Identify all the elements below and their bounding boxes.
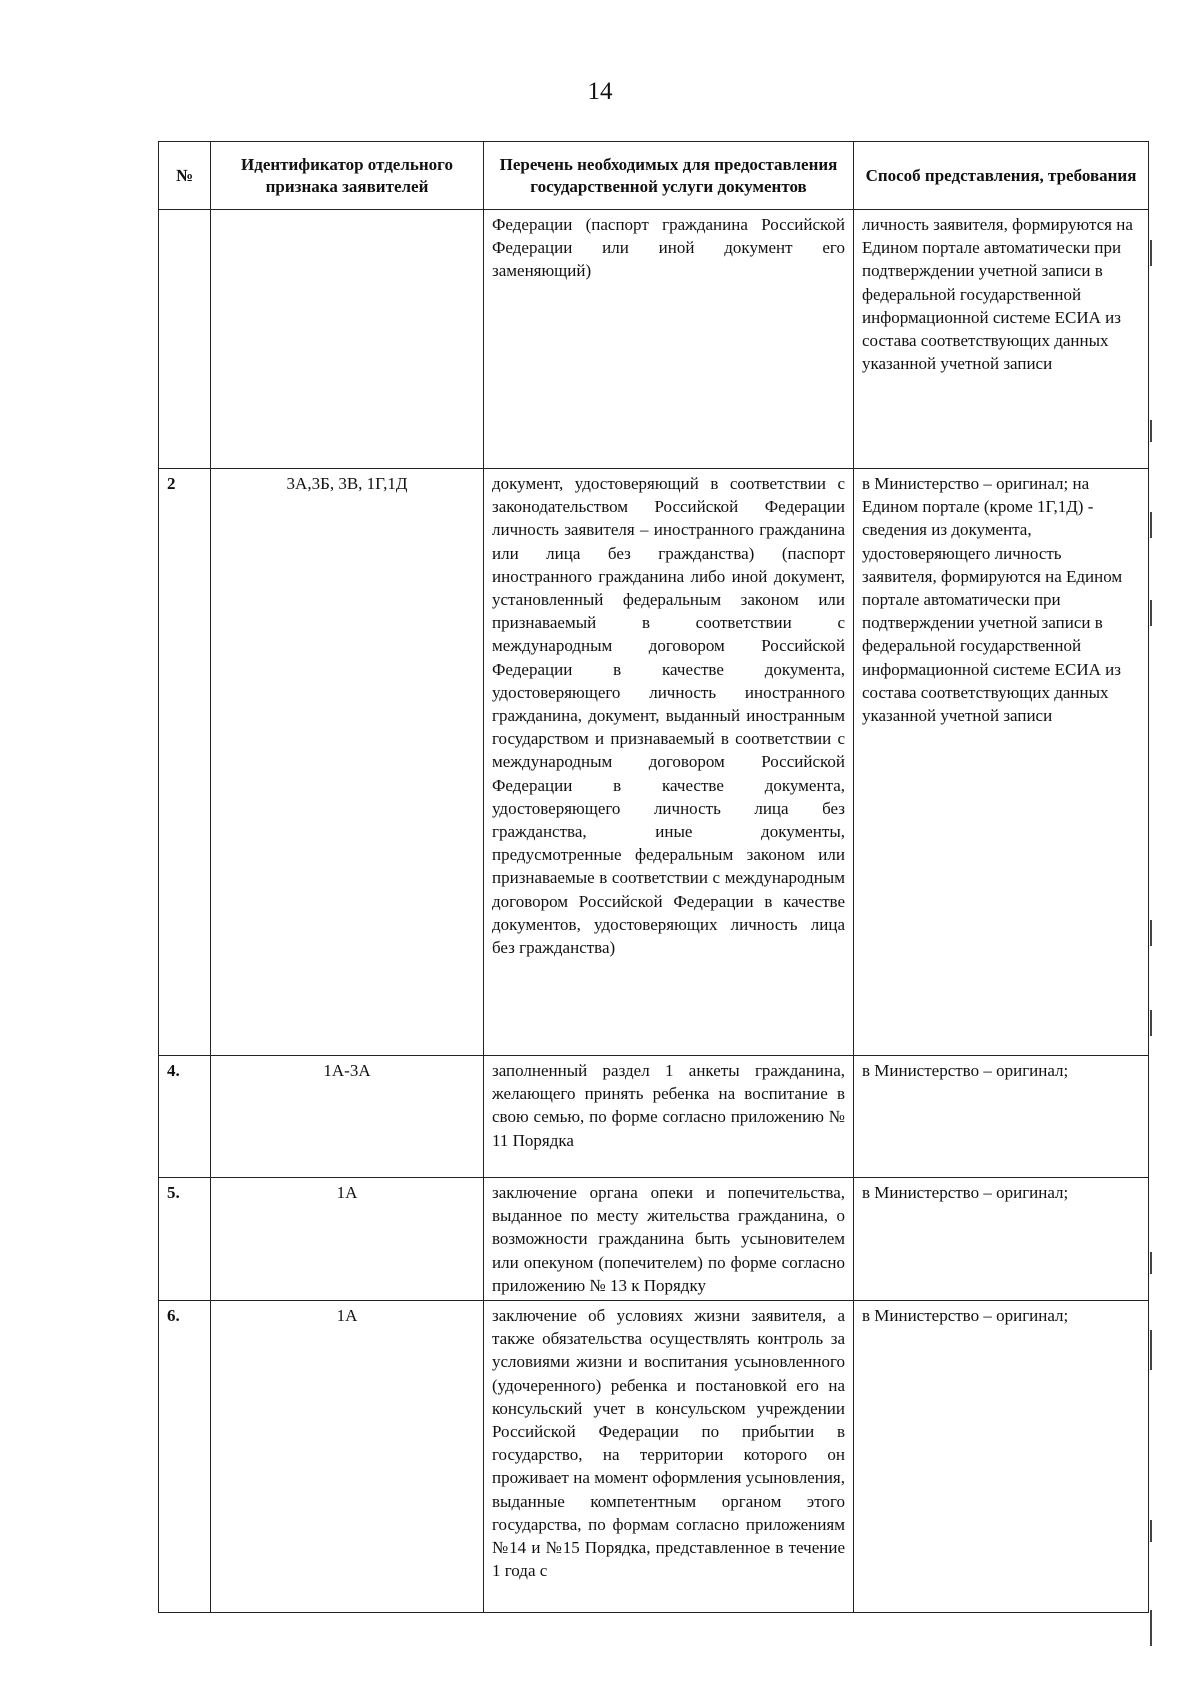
row-documents: Федерации (паспорт гражданина Российской Федерации или иной документ его заменяющий) [484, 210, 854, 469]
row-identifier [211, 210, 484, 469]
scan-mark [1150, 512, 1152, 538]
header-documents: Перечень необходимых для предоставления государственной услуги документов [484, 142, 854, 210]
row-documents: заполненный раздел 1 анкеты гражданина, желающего принять ребенка на воспитание в свою семью, по форме согласно приложению № 11 Порядка [484, 1056, 854, 1178]
header-identifier: Идентификатор отдельного признака заявителей [211, 142, 484, 210]
table-row [159, 1178, 1149, 1301]
row-identifier: 3А,3Б, 3В, 1Г,1Д [211, 469, 484, 1056]
row-num [159, 210, 211, 469]
row-num: 6. [159, 1301, 211, 1613]
scan-mark [1150, 920, 1152, 946]
table-row [159, 469, 1149, 1056]
row-documents: документ, удостоверяющий в соответствии с законодательством Российской Федерации личность заявителя – иностранного гражданина или лица без гражданства) (паспорт иностранного гражданина либо иной документ, установленный федеральным законом или признаваемый в соответствии с международным договором Российской Федерации в качестве документа, удостоверяющего личность иностранного гражданина, документ, выданный иностранным государством и признаваемый в соответствии с международным договором Российской Федерации в качестве документа, удостоверяющего личность лица без гражданства, иные документы, предусмотренные федеральным законом или признаваемые в соответствии с международным договором Российской Федерации в качестве документов, удостоверяющих личность лица без гражданства) [484, 469, 854, 1056]
row-identifier: 1А [211, 1178, 484, 1301]
row-method: в Министерство – оригинал; [854, 1301, 1149, 1613]
documents-table [158, 141, 1149, 1613]
table-row [159, 210, 1149, 469]
row-method: в Министерство – оригинал; [854, 1056, 1149, 1178]
row-method: личность заявителя, формируются на Едином портале автоматически при подтверждении учетной записи в федеральной государственной информационной системе ЕСИА из состава соответствующих данных указанной учетной записи [854, 210, 1149, 469]
row-num: 5. [159, 1178, 211, 1301]
table-header-row [159, 142, 1149, 210]
row-num: 2 [159, 469, 211, 1056]
row-num: 4. [159, 1056, 211, 1178]
page-number: 14 [587, 78, 613, 105]
scan-mark [1150, 1520, 1152, 1542]
row-method: в Министерство – оригинал; на Едином портале (кроме 1Г,1Д) - сведения из документа, удостоверяющего личность заявителя, формируются на Едином портале автоматически при подтверждении учетной записи в федеральной государственной информационной системе ЕСИА из состава соответствующих данных указанной учетной записи [854, 469, 1149, 1056]
row-method: в Министерство – оригинал; [854, 1178, 1149, 1301]
table-row [159, 1056, 1149, 1178]
scan-mark [1150, 1330, 1152, 1370]
header-num: № [159, 142, 211, 210]
row-identifier: 1А-3А [211, 1056, 484, 1178]
scan-mark [1150, 1610, 1152, 1646]
scan-mark [1150, 600, 1152, 626]
row-documents: заключение об условиях жизни заявителя, а также обязательства осуществлять контроль за условиями жизни и воспитания усыновленного (удочеренного) ребенка и постановкой его на консульский учет в консульском учреждении Российской Федерации по прибытии в государство, на территории которого он проживает на момент оформления усыновления, выданные компетентным органом этого государства, по формам согласно приложениям №14 и №15 Порядка, представленное в течение 1 года с [484, 1301, 854, 1613]
scan-mark [1150, 1252, 1152, 1274]
header-method: Способ представления, требования [854, 142, 1149, 210]
row-documents: заключение органа опеки и попечительства, выданное по месту жительства гражданина, о возможности гражданина быть усыновителем или опекуном (попечителем) по форме согласно приложению № 13 к Порядку [484, 1178, 854, 1301]
table-row [159, 1301, 1149, 1613]
scan-mark [1150, 420, 1152, 442]
row-identifier: 1А [211, 1301, 484, 1613]
scan-mark [1150, 240, 1152, 266]
scan-mark [1150, 1010, 1152, 1036]
